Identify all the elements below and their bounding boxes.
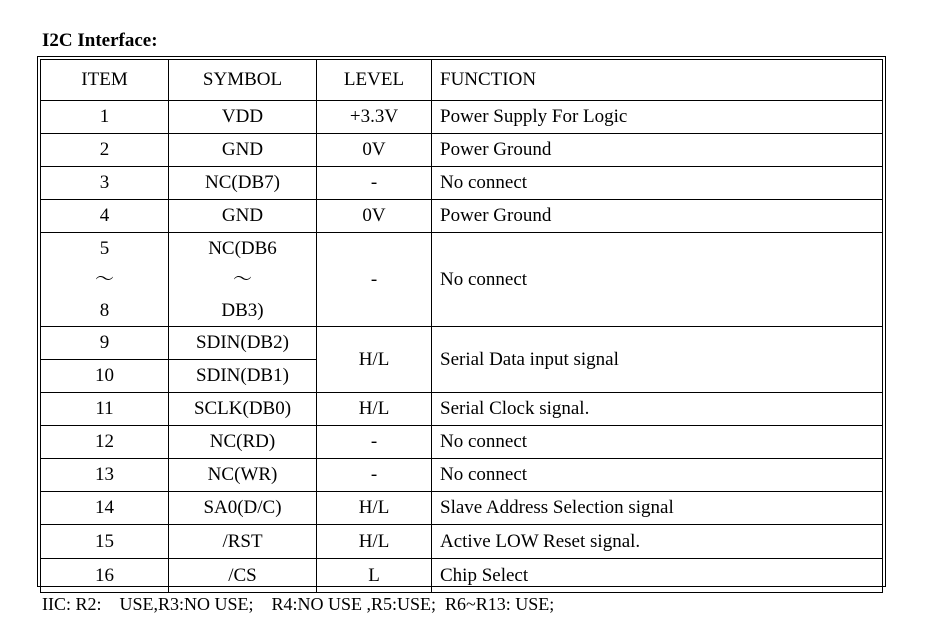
- cell-item: [41, 233, 169, 327]
- cell-item: 9: [41, 327, 169, 360]
- cell-symbol: NC(RD): [169, 426, 317, 459]
- cell-level: -: [317, 426, 432, 459]
- header-symbol: SYMBOL: [169, 60, 317, 101]
- cell-level: 0V: [317, 134, 432, 167]
- cell-level: -: [317, 233, 432, 327]
- cell-item: 11: [41, 393, 169, 426]
- table-row: [41, 459, 883, 492]
- cell-item: 13: [41, 459, 169, 492]
- symbol-line: NC(DB6: [208, 238, 277, 259]
- cell-level: -: [317, 459, 432, 492]
- item-line: 5: [99, 238, 110, 259]
- cell-item: 10: [41, 360, 169, 393]
- cell-function: Active LOW Reset signal.: [432, 525, 883, 559]
- cell-item: 16: [41, 559, 169, 593]
- cell-function: Chip Select: [432, 559, 883, 593]
- cell-function: Slave Address Selection signal: [432, 492, 883, 525]
- cell-item: 3: [41, 167, 169, 200]
- cell-function: Power Ground: [432, 134, 883, 167]
- cell-level: H/L: [317, 393, 432, 426]
- symbol-line: ～: [232, 269, 252, 290]
- cell-level: 0V: [317, 200, 432, 233]
- cell-level: H/L: [317, 492, 432, 525]
- header-item: ITEM: [41, 60, 169, 101]
- cell-item: 14: [41, 492, 169, 525]
- table-row: [41, 426, 883, 459]
- table-row: [41, 233, 883, 327]
- cell-item: 4: [41, 200, 169, 233]
- cell-symbol: NC(DB7): [169, 167, 317, 200]
- cell-symbol: VDD: [169, 101, 317, 134]
- cell-function: Power Supply For Logic: [432, 101, 883, 134]
- cell-function: Power Ground: [432, 200, 883, 233]
- item-line: ～: [94, 269, 114, 290]
- cell-level: H/L: [317, 327, 432, 393]
- table-row: [41, 327, 883, 360]
- cell-symbol: NC(WR): [169, 459, 317, 492]
- table-row: [41, 525, 883, 559]
- table-row: [41, 200, 883, 233]
- item-line: 8: [99, 300, 110, 321]
- cell-function: No connect: [432, 233, 883, 327]
- cell-symbol: GND: [169, 134, 317, 167]
- usage-footnote: IIC: R2: USE,R3:NO USE; R4:NO USE ,R5:USE; R6~R13: USE;: [42, 594, 555, 614]
- cell-function: No connect: [432, 459, 883, 492]
- table-header-row: [41, 60, 883, 101]
- table-row: [41, 492, 883, 525]
- cell-item: 2: [41, 134, 169, 167]
- cell-symbol: /RST: [169, 525, 317, 559]
- cell-item: 15: [41, 525, 169, 559]
- cell-symbol: SCLK(DB0): [169, 393, 317, 426]
- header-level: LEVEL: [317, 60, 432, 101]
- cell-function: Serial Clock signal.: [432, 393, 883, 426]
- cell-symbol: SDIN(DB2): [169, 327, 317, 360]
- cell-symbol: GND: [169, 200, 317, 233]
- cell-symbol: SDIN(DB1): [169, 360, 317, 393]
- cell-symbol: /CS: [169, 559, 317, 593]
- cell-function: No connect: [432, 167, 883, 200]
- cell-level: H/L: [317, 525, 432, 559]
- pin-table: [37, 56, 886, 587]
- cell-level: -: [317, 167, 432, 200]
- table-row: [41, 167, 883, 200]
- cell-level: L: [317, 559, 432, 593]
- cell-item: 12: [41, 426, 169, 459]
- table-row: [41, 559, 883, 593]
- symbol-line: DB3): [221, 300, 264, 321]
- cell-function: Serial Data input signal: [432, 327, 883, 393]
- cell-level: +3.3V: [317, 101, 432, 134]
- cell-function: No connect: [432, 426, 883, 459]
- cell-symbol: SA0(D/C): [169, 492, 317, 525]
- table-row: [41, 393, 883, 426]
- table-row: [41, 101, 883, 134]
- cell-symbol: [169, 233, 317, 327]
- cell-item: 1: [41, 101, 169, 134]
- section-heading: I2C Interface:: [42, 30, 158, 51]
- header-function: FUNCTION: [432, 60, 883, 101]
- table-row: [41, 134, 883, 167]
